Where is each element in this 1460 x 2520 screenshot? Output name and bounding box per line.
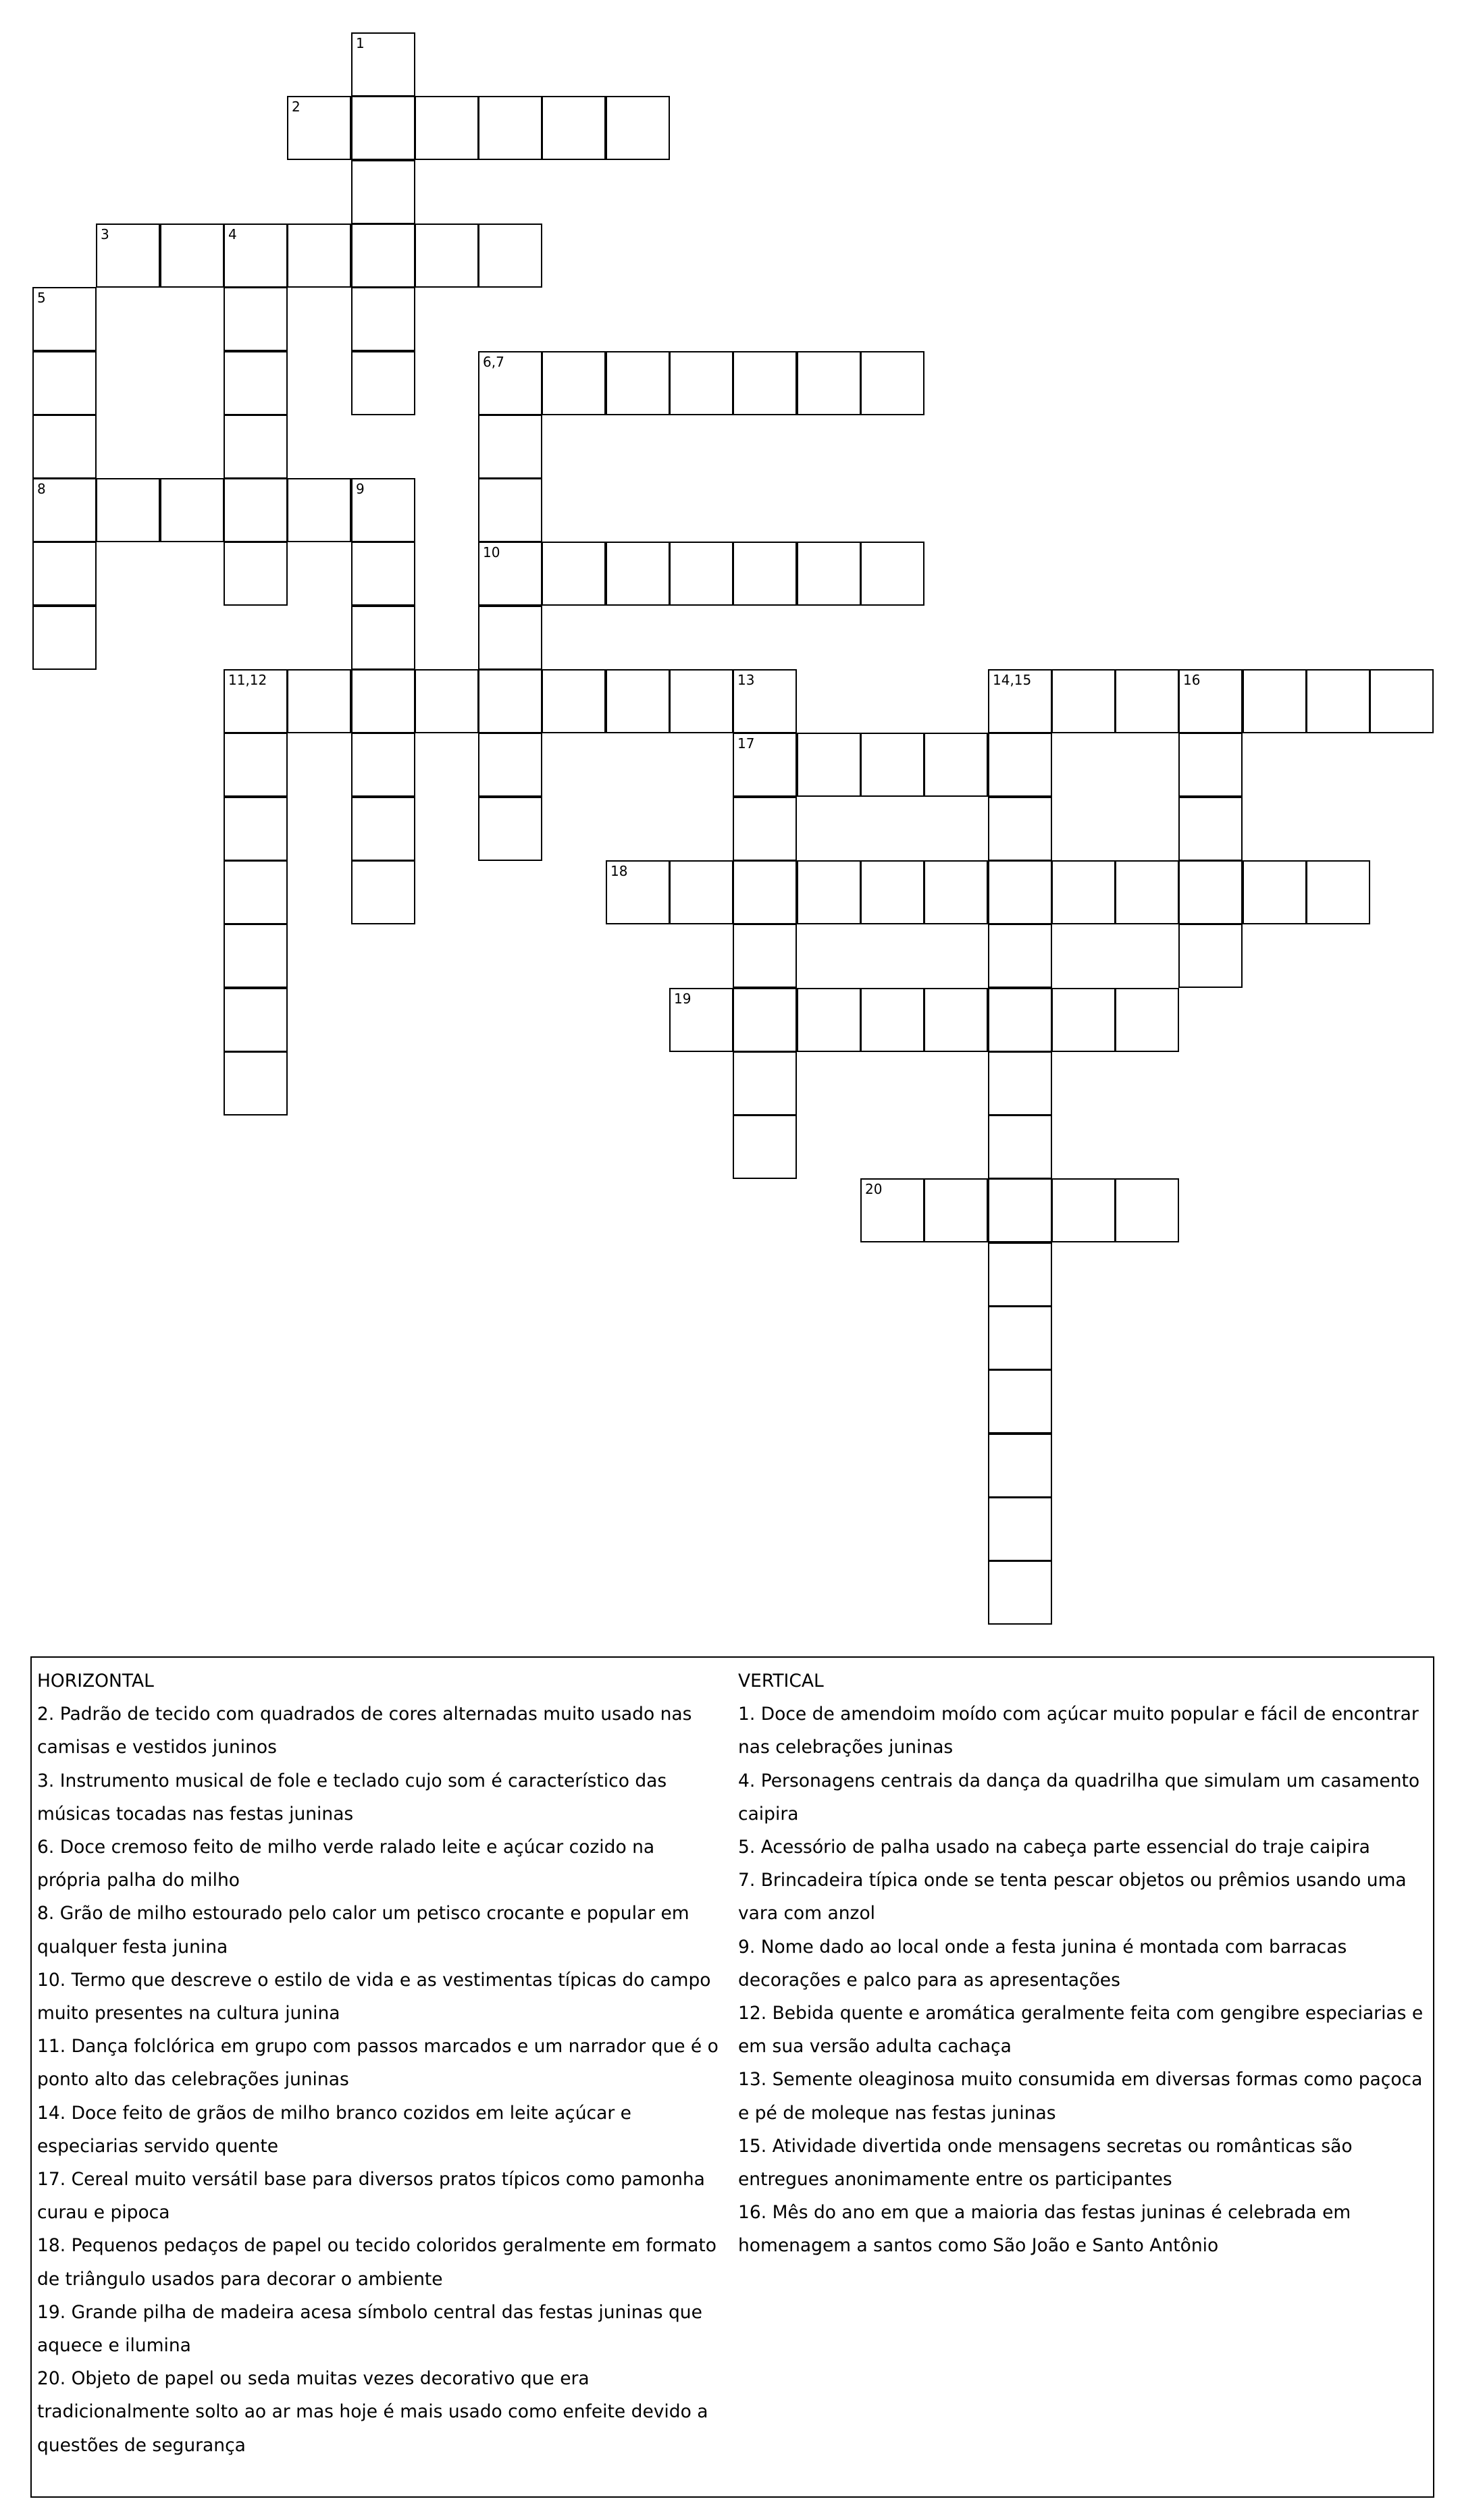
crossword-cell[interactable] — [733, 860, 797, 924]
vertical-clue-line: vara com anzol — [738, 1903, 876, 1924]
crossword-cell[interactable] — [32, 542, 97, 606]
crossword-cell[interactable] — [988, 1434, 1052, 1498]
horizontal-clue-line: 8. Grão de milho estourado pelo calor um petisco crocante e popular em — [37, 1903, 689, 1924]
crossword-cell[interactable] — [287, 669, 351, 733]
crossword-cell-19[interactable] — [669, 988, 733, 1052]
crossword-cell[interactable] — [606, 542, 670, 606]
crossword-cell-1[interactable] — [351, 32, 415, 97]
crossword-cell[interactable] — [924, 1178, 988, 1242]
clue-number: 11,12 — [228, 672, 267, 688]
horizontal-clue-line: 14. Doce feito de grãos de milho branco cozidos em leite açúcar e — [37, 2102, 631, 2124]
crossword-cell-18[interactable] — [606, 860, 670, 924]
vertical-clue-line: 9. Nome dado ao local onde a festa junina é montada com barracas — [738, 1936, 1347, 1958]
vertical-clue-line: entregues anonimamente entre os participantes — [738, 2169, 1172, 2190]
crossword-cell[interactable] — [797, 542, 861, 606]
crossword-cell[interactable] — [669, 860, 733, 924]
clue-number: 8 — [37, 481, 46, 497]
crossword-cell[interactable] — [988, 733, 1052, 797]
crossword-cell[interactable] — [351, 224, 415, 288]
crossword-cell[interactable] — [924, 733, 988, 797]
crossword-cell[interactable] — [224, 924, 288, 988]
vertical-clue-line: 15. Atividade divertida onde mensagens secretas ou românticas são — [738, 2135, 1353, 2157]
crossword-cell[interactable] — [860, 860, 924, 924]
clue-number: 18 — [610, 863, 628, 879]
horizontal-clue-line: 19. Grande pilha de madeira acesa símbolo central das festas juninas que — [37, 2301, 702, 2323]
vertical-clue-line: nas celebrações juninas — [738, 1737, 954, 1758]
crossword-cell[interactable] — [1178, 860, 1243, 924]
crossword-cell[interactable] — [224, 287, 288, 351]
crossword-cell-2[interactable] — [287, 96, 351, 160]
crossword-cell[interactable] — [160, 224, 224, 288]
crossword-cell[interactable] — [860, 542, 924, 606]
crossword-cell[interactable] — [606, 351, 670, 415]
crossword-cell[interactable] — [1178, 797, 1243, 861]
horizontal-clue-line: 17. Cereal muito versátil base para diversos pratos típicos como pamonha — [37, 2169, 705, 2190]
horizontal-clue-line: 20. Objeto de papel ou seda muitas vezes decorativo que era — [37, 2368, 590, 2390]
crossword-cell[interactable] — [478, 96, 542, 160]
crossword-cell[interactable] — [542, 542, 606, 606]
horizontal-clue-line: 18. Pequenos pedaços de papel ou tecido coloridos geralmente em formato — [37, 2235, 717, 2257]
clue-number: 16 — [1183, 672, 1201, 688]
crossword-cell[interactable] — [924, 988, 988, 1052]
crossword-cell[interactable] — [287, 224, 351, 288]
horizontal-clue-line: 11. Dança folclórica em grupo com passos marcados e um narrador que é o — [37, 2036, 719, 2057]
crossword-cell[interactable] — [860, 351, 924, 415]
clue-number: 14,15 — [993, 672, 1032, 688]
crossword-cell[interactable] — [32, 415, 97, 479]
crossword-cell[interactable] — [542, 351, 606, 415]
crossword-cell[interactable] — [797, 733, 861, 797]
crossword-cell[interactable] — [351, 96, 415, 160]
crossword-cell[interactable] — [988, 860, 1052, 924]
crossword-cell[interactable] — [860, 733, 924, 797]
horizontal-clue-line: camisas e vestidos juninos — [37, 1737, 277, 1758]
crossword-cell[interactable] — [988, 1497, 1052, 1561]
crossword-cell[interactable] — [733, 542, 797, 606]
crossword-cell[interactable] — [224, 988, 288, 1052]
vertical-clue-line: 4. Personagens centrais da dança da quadrilha que simulam um casamento — [738, 1770, 1420, 1791]
crossword-cell[interactable] — [415, 96, 479, 160]
clue-number: 5 — [37, 290, 46, 306]
crossword-cell-17[interactable] — [733, 733, 797, 797]
crossword-cell[interactable] — [415, 669, 479, 733]
crossword-cell[interactable] — [733, 797, 797, 861]
crossword-cell[interactable] — [1051, 1178, 1116, 1242]
crossword-cell[interactable] — [988, 1369, 1052, 1434]
crossword-cell[interactable] — [988, 797, 1052, 861]
crossword-cell[interactable] — [988, 924, 1052, 988]
crossword-cell[interactable] — [351, 669, 415, 733]
crossword-cell[interactable] — [1306, 860, 1370, 924]
vertical-clue-line: caipira — [738, 1803, 799, 1825]
horizontal-clue-line: 10. Termo que descreve o estilo de vida e as vestimentas típicas do campo — [37, 1969, 711, 1991]
horizontal-clue-line: qualquer festa junina — [37, 1936, 228, 1958]
crossword-cell[interactable] — [1178, 733, 1243, 797]
crossword-cell-13[interactable] — [733, 669, 797, 733]
crossword-cell[interactable] — [1051, 860, 1116, 924]
crossword-cell[interactable] — [606, 96, 670, 160]
crossword-cell[interactable] — [797, 988, 861, 1052]
crossword-cell[interactable] — [351, 860, 415, 924]
horizontal-clue-line: curau e pipoca — [37, 2202, 170, 2224]
vertical-clues — [738, 1664, 1430, 2263]
crossword-cell[interactable] — [478, 478, 542, 542]
horizontal-clue-line: 2. Padrão de tecido com quadrados de cores alternadas muito usado nas — [37, 1704, 692, 1725]
clue-number: 20 — [865, 1181, 883, 1197]
crossword-cell[interactable] — [478, 224, 542, 288]
crossword-cell-16[interactable] — [1178, 669, 1243, 733]
vertical-clue-line: decorações e palco para as apresentações — [738, 1969, 1120, 1991]
crossword-cell[interactable] — [1306, 669, 1370, 733]
crossword-cell[interactable] — [224, 351, 288, 415]
clue-number: 13 — [737, 672, 755, 688]
crossword-cell[interactable] — [224, 797, 288, 861]
horizontal-clue-line: de triângulo usados para decorar o ambiente — [37, 2268, 443, 2290]
horizontal-clue-line: muito presentes na cultura junina — [37, 2003, 340, 2024]
crossword-cell[interactable] — [1115, 1178, 1179, 1242]
vertical-clue-line: 16. Mês do ano em que a maioria das festas juninas é celebrada em — [738, 2202, 1351, 2224]
crossword-cell-11-12[interactable] — [224, 669, 288, 733]
crossword-cell[interactable] — [224, 733, 288, 797]
crossword-cell-10[interactable] — [478, 542, 542, 606]
crossword-cell-20[interactable] — [860, 1178, 924, 1242]
vertical-clue-line: 1. Doce de amendoim moído com açúcar muito popular e fácil de encontrar — [738, 1704, 1419, 1725]
horizontal-clue-line: especiarias servido quente — [37, 2135, 279, 2157]
clue-number: 9 — [356, 481, 365, 497]
horizontal-clue-line: questões de segurança — [37, 2434, 246, 2456]
crossword-cell[interactable] — [988, 1242, 1052, 1307]
crossword-cell-8[interactable] — [32, 478, 97, 542]
horizontal-clues — [37, 1664, 733, 2462]
crossword-cell-6-7[interactable] — [478, 351, 542, 415]
vertical-clue-line: homenagem a santos como São João e Santo Antônio — [738, 2235, 1219, 2257]
crossword-cell-14-15[interactable] — [988, 669, 1052, 733]
crossword-cell[interactable] — [478, 606, 542, 670]
crossword-cell-9[interactable] — [351, 478, 415, 542]
crossword-cell[interactable] — [1051, 669, 1116, 733]
crossword-cell[interactable] — [988, 1115, 1052, 1179]
crossword-cell[interactable] — [96, 478, 160, 542]
crossword-cell[interactable] — [351, 733, 415, 797]
crossword-cell[interactable] — [224, 415, 288, 479]
crossword-cell-4[interactable] — [224, 224, 288, 288]
vertical-clue-heading: VERTICAL — [738, 1671, 824, 1691]
horizontal-clue-line: ponto alto das celebrações juninas — [37, 2069, 349, 2091]
crossword-cell[interactable] — [351, 160, 415, 224]
crossword-cell[interactable] — [32, 606, 97, 670]
horizontal-clue-line: tradicionalmente solto ao ar mas hoje é mais usado como enfeite devido a — [37, 2401, 708, 2423]
crossword-cell[interactable] — [351, 351, 415, 415]
crossword-cell[interactable] — [351, 542, 415, 606]
crossword-cell[interactable] — [224, 542, 288, 606]
clue-number: 17 — [737, 735, 755, 752]
crossword-cell[interactable] — [797, 860, 861, 924]
crossword-cell[interactable] — [351, 287, 415, 351]
crossword-cell[interactable] — [1370, 669, 1434, 733]
vertical-clue-line: 5. Acessório de palha usado na cabeça parte essencial do traje caipira — [738, 1837, 1370, 1858]
crossword-cell[interactable] — [1243, 669, 1307, 733]
vertical-clue-line: 7. Brincadeira típica onde se tenta pescar objetos ou prêmios usando uma — [738, 1870, 1407, 1891]
horizontal-clue-line: 6. Doce cremoso feito de milho verde ralado leite e açúcar cozido na — [37, 1837, 655, 1858]
crossword-cell[interactable] — [478, 669, 542, 733]
crossword-cell[interactable] — [351, 606, 415, 670]
crossword-cell[interactable] — [542, 96, 606, 160]
crossword-cell[interactable] — [733, 924, 797, 988]
crossword-cell[interactable] — [1115, 669, 1179, 733]
crossword-cell[interactable] — [542, 669, 606, 733]
crossword-cell[interactable] — [224, 478, 288, 542]
crossword-cell[interactable] — [669, 669, 733, 733]
crossword-cell[interactable] — [733, 1051, 797, 1115]
horizontal-clue-line: própria palha do milho — [37, 1870, 240, 1891]
clue-number: 1 — [356, 35, 365, 51]
crossword-cell[interactable] — [478, 733, 542, 797]
crossword-cell-3[interactable] — [96, 224, 160, 288]
crossword-cell[interactable] — [988, 1051, 1052, 1115]
crossword-cell[interactable] — [988, 1178, 1052, 1242]
crossword-cell[interactable] — [1051, 988, 1116, 1052]
crossword-cell[interactable] — [1178, 924, 1243, 988]
crossword-cell[interactable] — [160, 478, 224, 542]
crossword-cell[interactable] — [32, 351, 97, 415]
crossword-cell[interactable] — [924, 860, 988, 924]
crossword-cell[interactable] — [733, 1115, 797, 1179]
crossword-cell[interactable] — [606, 669, 670, 733]
horizontal-clue-heading: HORIZONTAL — [37, 1671, 154, 1691]
clue-number: 3 — [101, 226, 109, 242]
crossword-cell[interactable] — [351, 797, 415, 861]
crossword-cell[interactable] — [797, 351, 861, 415]
crossword-cell[interactable] — [860, 988, 924, 1052]
crossword-cell[interactable] — [478, 797, 542, 861]
crossword-cell[interactable] — [415, 224, 479, 288]
crossword-cell[interactable] — [224, 860, 288, 924]
crossword-cell[interactable] — [988, 1560, 1052, 1625]
clue-number: 4 — [228, 226, 237, 242]
crossword-cell[interactable] — [1115, 988, 1179, 1052]
crossword-cell[interactable] — [733, 351, 797, 415]
crossword-cell[interactable] — [1115, 860, 1179, 924]
crossword-cell[interactable] — [1243, 860, 1307, 924]
crossword-cell[interactable] — [478, 415, 542, 479]
crossword-cell[interactable] — [988, 988, 1052, 1052]
vertical-clue-line: 13. Semente oleaginosa muito consumida em diversas formas como paçoca — [738, 2069, 1423, 2091]
crossword-cell[interactable] — [988, 1306, 1052, 1370]
horizontal-clue-line: músicas tocadas nas festas juninas — [37, 1803, 354, 1825]
crossword-cell-5[interactable] — [32, 287, 97, 351]
crossword-cell[interactable] — [669, 351, 733, 415]
horizontal-clue-line: aquece e ilumina — [37, 2335, 191, 2357]
clues-panel — [30, 1656, 1434, 2498]
horizontal-clue-line: 3. Instrumento musical de fole e teclado cujo som é característico das — [37, 1770, 667, 1791]
clue-number: 10 — [483, 544, 500, 560]
vertical-clue-line: em sua versão adulta cachaça — [738, 2036, 1012, 2057]
crossword-cell[interactable] — [669, 542, 733, 606]
vertical-clue-line: e pé de moleque nas festas juninas — [738, 2102, 1056, 2124]
crossword-cell[interactable] — [733, 988, 797, 1052]
clue-number: 6,7 — [483, 354, 504, 370]
clue-number: 2 — [292, 99, 301, 115]
clue-number: 19 — [674, 991, 692, 1007]
vertical-clue-line: 12. Bebida quente e aromática geralmente feita com gengibre especiarias e — [738, 2003, 1424, 2024]
crossword-cell[interactable] — [287, 478, 351, 542]
crossword-cell[interactable] — [224, 1051, 288, 1115]
